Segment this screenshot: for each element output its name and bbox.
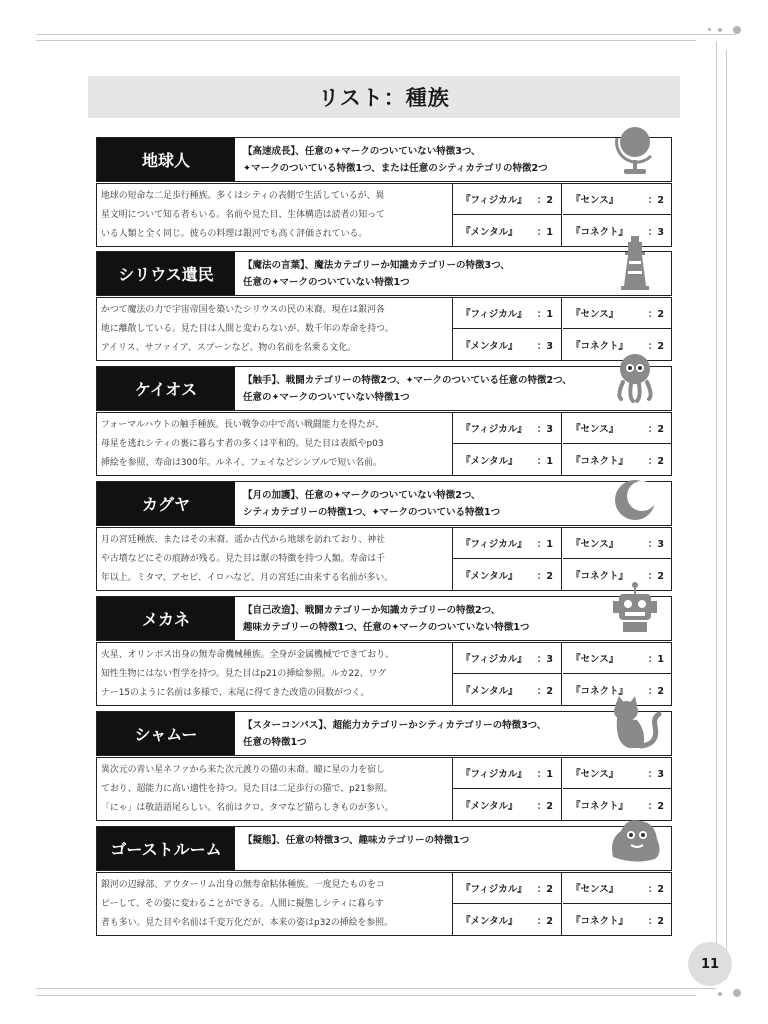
feature-line: 【自己改造】、戦闘カテゴリーか知識カテゴリーの特徴2つ、 bbox=[243, 605, 501, 616]
stat-value: ：2 bbox=[536, 685, 553, 697]
stat-physical bbox=[453, 758, 562, 789]
stat-mental bbox=[453, 904, 562, 935]
stat-label: 『センス』 bbox=[571, 654, 619, 665]
stat-label: 『フィジカル』 bbox=[461, 309, 527, 320]
stat-sense bbox=[563, 873, 672, 904]
stat-value: ：3 bbox=[647, 539, 664, 550]
desc-line: 異次元の青い星ネファから来た次元渡りの猫の末裔。瞳に星の力を宿し bbox=[101, 765, 385, 775]
stat-mental bbox=[453, 559, 562, 590]
race-features bbox=[243, 832, 613, 849]
bottom-frame-line-inner bbox=[36, 995, 696, 996]
desc-line: 地球の短命な二足歩行種族。多くはシティの表側で生活しているが、異 bbox=[101, 191, 385, 201]
stat-value: ：1 bbox=[536, 309, 553, 320]
desc-line: ピーして、その姿に変わることができる。人間に擬態しシティに暮らす bbox=[101, 899, 384, 909]
stat-value: ：2 bbox=[647, 309, 664, 320]
desc-line: 者も多い。見た目や名前は千変万化だが、本来の姿はp32の挿絵を参照。 bbox=[101, 918, 394, 928]
stat-mental bbox=[453, 444, 562, 475]
feature-line: 【魔法の言葉】、魔法カテゴリーか知識カテゴリーの特徴3つ、 bbox=[243, 260, 510, 271]
feature-line: 【高速成長】、任意の✦マークのついていない特徴3つ、 bbox=[243, 146, 481, 157]
desc-line: アイリス、サファイア、スプーンなど、物の名前を名乗る文化。 bbox=[101, 343, 357, 353]
race-features bbox=[243, 487, 613, 521]
feature-line: 【触手】、戦闘カテゴリーの特徴2つ、✦マークのついている任意の特徴2つ、 bbox=[243, 375, 572, 386]
desc-line: 地に離散している。見た目は人間と変わらないが、数千年の寿命を持つ。 bbox=[101, 324, 394, 334]
stat-label: 『メンタル』 bbox=[461, 685, 518, 697]
race-card bbox=[96, 481, 672, 587]
desc-line: 年以上。ミタマ、アセビ、イロハなど、月の宮廷に由来する名前が多い。 bbox=[101, 573, 394, 583]
corner-dot-small bbox=[718, 992, 722, 996]
race-description bbox=[101, 187, 447, 244]
robot-icon bbox=[607, 579, 663, 637]
stat-label: 『コネクト』 bbox=[571, 455, 629, 467]
stat-value: ：2 bbox=[647, 195, 664, 206]
stat-value: ：2 bbox=[647, 424, 664, 435]
race-header bbox=[96, 596, 672, 641]
stat-label: 『メンタル』 bbox=[461, 570, 518, 582]
stat-label: 『センス』 bbox=[571, 309, 619, 320]
stat-value: ：2 bbox=[536, 884, 553, 895]
stat-label: 『コネクト』 bbox=[571, 570, 629, 582]
stat-value: ：3 bbox=[536, 654, 553, 665]
desc-line: 火星、オリンポス出身の無寿命機械種族。全身が金属機械でできており、 bbox=[101, 650, 394, 660]
stat-value: ：3 bbox=[536, 424, 553, 435]
page-number-text: 11 bbox=[700, 956, 720, 972]
race-header bbox=[96, 137, 672, 182]
stat-value: ：3 bbox=[536, 340, 553, 352]
race-description bbox=[101, 646, 447, 703]
stat-sense bbox=[563, 413, 672, 444]
stat-table bbox=[452, 873, 672, 935]
feature-line: 任意の特徴1つ bbox=[243, 737, 307, 748]
desc-line: 挿絵を参照、寿命は300年。ルネイ、フェイなどシンプルで短い名前。 bbox=[101, 458, 382, 468]
race-features bbox=[243, 372, 613, 406]
stat-sense bbox=[563, 184, 672, 215]
race-header bbox=[96, 366, 672, 411]
stat-label: 『センス』 bbox=[571, 884, 619, 895]
stat-value: ：2 bbox=[647, 884, 664, 895]
stat-physical bbox=[453, 184, 562, 215]
stat-value: ：1 bbox=[536, 539, 553, 550]
race-name: 地球人 bbox=[97, 138, 235, 181]
race-description bbox=[101, 761, 447, 818]
stat-physical bbox=[453, 873, 562, 904]
desc-line: 知性生物にはない哲学を持つ。見た目はp21の挿絵参照。ルカ22、ワグ bbox=[101, 669, 387, 679]
race-features bbox=[243, 257, 613, 291]
stat-label: 『センス』 bbox=[571, 424, 619, 435]
page-number bbox=[688, 942, 732, 986]
desc-line: 星文明について知る者もいる。名前や見た目、生体構造は読者の知って bbox=[101, 210, 385, 220]
stat-value: ：2 bbox=[536, 800, 553, 812]
desc-line: 銀河の辺縁部、アウターリム出身の無寿命粘体種族。一度見たものをコ bbox=[101, 880, 385, 890]
race-header bbox=[96, 251, 672, 296]
corner-dot bbox=[733, 26, 741, 34]
race-name: ケイオス bbox=[97, 367, 235, 410]
stat-value: ：2 bbox=[536, 570, 553, 582]
race-name: カグヤ bbox=[97, 482, 235, 525]
stat-mental bbox=[453, 674, 562, 705]
stat-value: ：1 bbox=[536, 455, 553, 467]
stat-label: 『フィジカル』 bbox=[461, 654, 527, 665]
stat-value: ：2 bbox=[647, 570, 664, 582]
stat-physical bbox=[453, 528, 562, 559]
stat-label: 『メンタル』 bbox=[461, 800, 518, 812]
stat-value: ：1 bbox=[647, 654, 664, 665]
race-body bbox=[96, 872, 672, 936]
moon-icon bbox=[607, 464, 663, 522]
stat-value: ：2 bbox=[647, 685, 664, 697]
stat-physical bbox=[453, 298, 562, 329]
stat-physical bbox=[453, 643, 562, 674]
corner-dot bbox=[733, 989, 741, 997]
feature-line: 【擬態】、任意の特徴3つ、趣味カテゴリーの特徴1つ bbox=[243, 835, 470, 846]
race-description bbox=[101, 876, 447, 933]
desc-line: ナー15のように名前は多様で、末尾に得てきた改造の回数がつく。 bbox=[101, 688, 370, 698]
stat-value: ：2 bbox=[536, 195, 553, 206]
stat-sense bbox=[563, 528, 672, 559]
feature-line: 【月の加護】、任意の✦マークのついていない特徴2つ、 bbox=[243, 490, 481, 501]
desc-line: 月の宮廷種族、またはその末裔。遥か古代から地球を訪れており、神社 bbox=[101, 535, 385, 545]
stat-value: ：2 bbox=[647, 340, 664, 352]
corner-dot-small bbox=[718, 28, 722, 32]
bottom-frame-line bbox=[36, 988, 716, 989]
race-header bbox=[96, 826, 672, 871]
desc-line: 母星を逃れシティの裏に暮らす者の多くは平和的。見た目は表紙やp03 bbox=[101, 439, 384, 449]
globe-icon bbox=[607, 120, 663, 178]
race-description bbox=[101, 416, 447, 473]
race-name: メカネ bbox=[97, 597, 235, 640]
stat-sense bbox=[563, 758, 672, 789]
stat-label: 『フィジカル』 bbox=[461, 539, 527, 550]
race-name: シリウス遺民 bbox=[97, 252, 235, 295]
right-frame-line-outer bbox=[726, 50, 727, 980]
stat-connect bbox=[563, 904, 672, 935]
stat-label: 『メンタル』 bbox=[461, 226, 518, 238]
stat-value: ：2 bbox=[536, 915, 553, 927]
feature-line: シティカテゴリーの特徴1つ、✦マークのついている特徴1つ bbox=[243, 507, 501, 518]
race-header bbox=[96, 711, 672, 756]
race-card bbox=[96, 137, 672, 243]
stat-label: 『メンタル』 bbox=[461, 340, 518, 352]
race-body bbox=[96, 757, 672, 821]
stat-label: 『コネクト』 bbox=[571, 226, 629, 238]
right-frame-line bbox=[716, 42, 717, 982]
feature-line: 【スターコンパス】、超能力カテゴリーかシティカテゴリーの特徴3つ、 bbox=[243, 720, 547, 731]
desc-line: フォーマルハウトの触手種族。長い戦争の中で高い戦闘能力を得たが、 bbox=[101, 420, 384, 430]
race-header bbox=[96, 481, 672, 526]
race-description bbox=[101, 301, 447, 358]
stat-value: ：1 bbox=[536, 226, 553, 238]
feature-line: 趣味カテゴリーの特徴1つ、任意の✦マークのついていない特徴1つ bbox=[243, 622, 530, 633]
stat-sense bbox=[563, 643, 672, 674]
feature-line: ✦マークのついている特徴1つ、または任意のシティカテゴリの特徴2つ bbox=[243, 163, 548, 174]
lighthouse-icon bbox=[607, 234, 663, 292]
stat-value: ：3 bbox=[647, 226, 664, 238]
stat-value: ：1 bbox=[536, 769, 553, 780]
race-body bbox=[96, 297, 672, 361]
stat-label: 『フィジカル』 bbox=[461, 769, 527, 780]
top-frame-line-inner bbox=[36, 40, 696, 41]
stat-mental bbox=[453, 329, 562, 360]
race-card bbox=[96, 366, 672, 472]
stat-label: 『フィジカル』 bbox=[461, 195, 527, 206]
race-body bbox=[96, 642, 672, 706]
stat-value: ：2 bbox=[647, 915, 664, 927]
stat-label: 『センス』 bbox=[571, 195, 619, 206]
stat-value: ：2 bbox=[647, 800, 664, 812]
race-body bbox=[96, 527, 672, 591]
stat-label: 『メンタル』 bbox=[461, 455, 518, 467]
race-name: シャムー bbox=[97, 712, 235, 755]
stat-sense bbox=[563, 298, 672, 329]
stat-label: 『コネクト』 bbox=[571, 685, 629, 697]
stat-label: 『コネクト』 bbox=[571, 800, 629, 812]
stat-label: 『センス』 bbox=[571, 769, 619, 780]
desc-line: 「にゃ」は敬語語尾らしい。名前はクロ、タマなど猫らしきものが多い。 bbox=[101, 803, 394, 813]
race-description bbox=[101, 531, 447, 588]
race-card bbox=[96, 711, 672, 817]
cat-icon bbox=[607, 694, 663, 752]
octopus-icon bbox=[607, 349, 663, 407]
race-features bbox=[243, 602, 613, 636]
feature-line: 任意の✦マークのついていない特徴1つ bbox=[243, 392, 410, 403]
feature-line: 任意の✦マークのついていない特徴1つ bbox=[243, 277, 410, 288]
stat-label: 『フィジカル』 bbox=[461, 884, 527, 895]
race-card bbox=[96, 826, 672, 932]
stat-label: 『フィジカル』 bbox=[461, 424, 527, 435]
stat-label: 『コネクト』 bbox=[571, 915, 629, 927]
stat-label: 『コネクト』 bbox=[571, 340, 629, 352]
desc-line: ており、超能力に高い適性を持つ。見た目は二足歩行の猫で、p21参照。 bbox=[101, 784, 393, 794]
race-card bbox=[96, 596, 672, 702]
top-frame-line bbox=[36, 34, 736, 35]
stat-value: ：3 bbox=[647, 769, 664, 780]
stat-value: ：2 bbox=[647, 455, 664, 467]
race-name: ゴーストルーム bbox=[97, 827, 235, 870]
desc-line: や古墳などにその痕跡が残る。見た目は獣の特徴を持つ人類。寿命は千 bbox=[101, 554, 385, 564]
race-features bbox=[243, 717, 613, 751]
desc-line: かつて魔法の力で宇宙帝国を築いたシリウスの民の末裔。現在は銀河各 bbox=[101, 305, 385, 315]
race-body bbox=[96, 183, 672, 247]
stat-mental bbox=[453, 789, 562, 820]
race-card bbox=[96, 251, 672, 357]
stat-label: 『メンタル』 bbox=[461, 915, 518, 927]
stat-mental bbox=[453, 215, 562, 246]
slime-icon bbox=[607, 809, 663, 867]
stat-physical bbox=[453, 413, 562, 444]
page-title-bar bbox=[88, 76, 680, 118]
desc-line: いる人類と全く同じ。彼らの料理は銀河でも高く評価されている。 bbox=[101, 229, 368, 239]
race-body bbox=[96, 412, 672, 476]
race-features bbox=[243, 143, 613, 177]
corner-dot-small bbox=[708, 28, 711, 31]
stat-label: 『センス』 bbox=[571, 539, 619, 550]
page-title: リスト：種族 bbox=[318, 86, 450, 110]
